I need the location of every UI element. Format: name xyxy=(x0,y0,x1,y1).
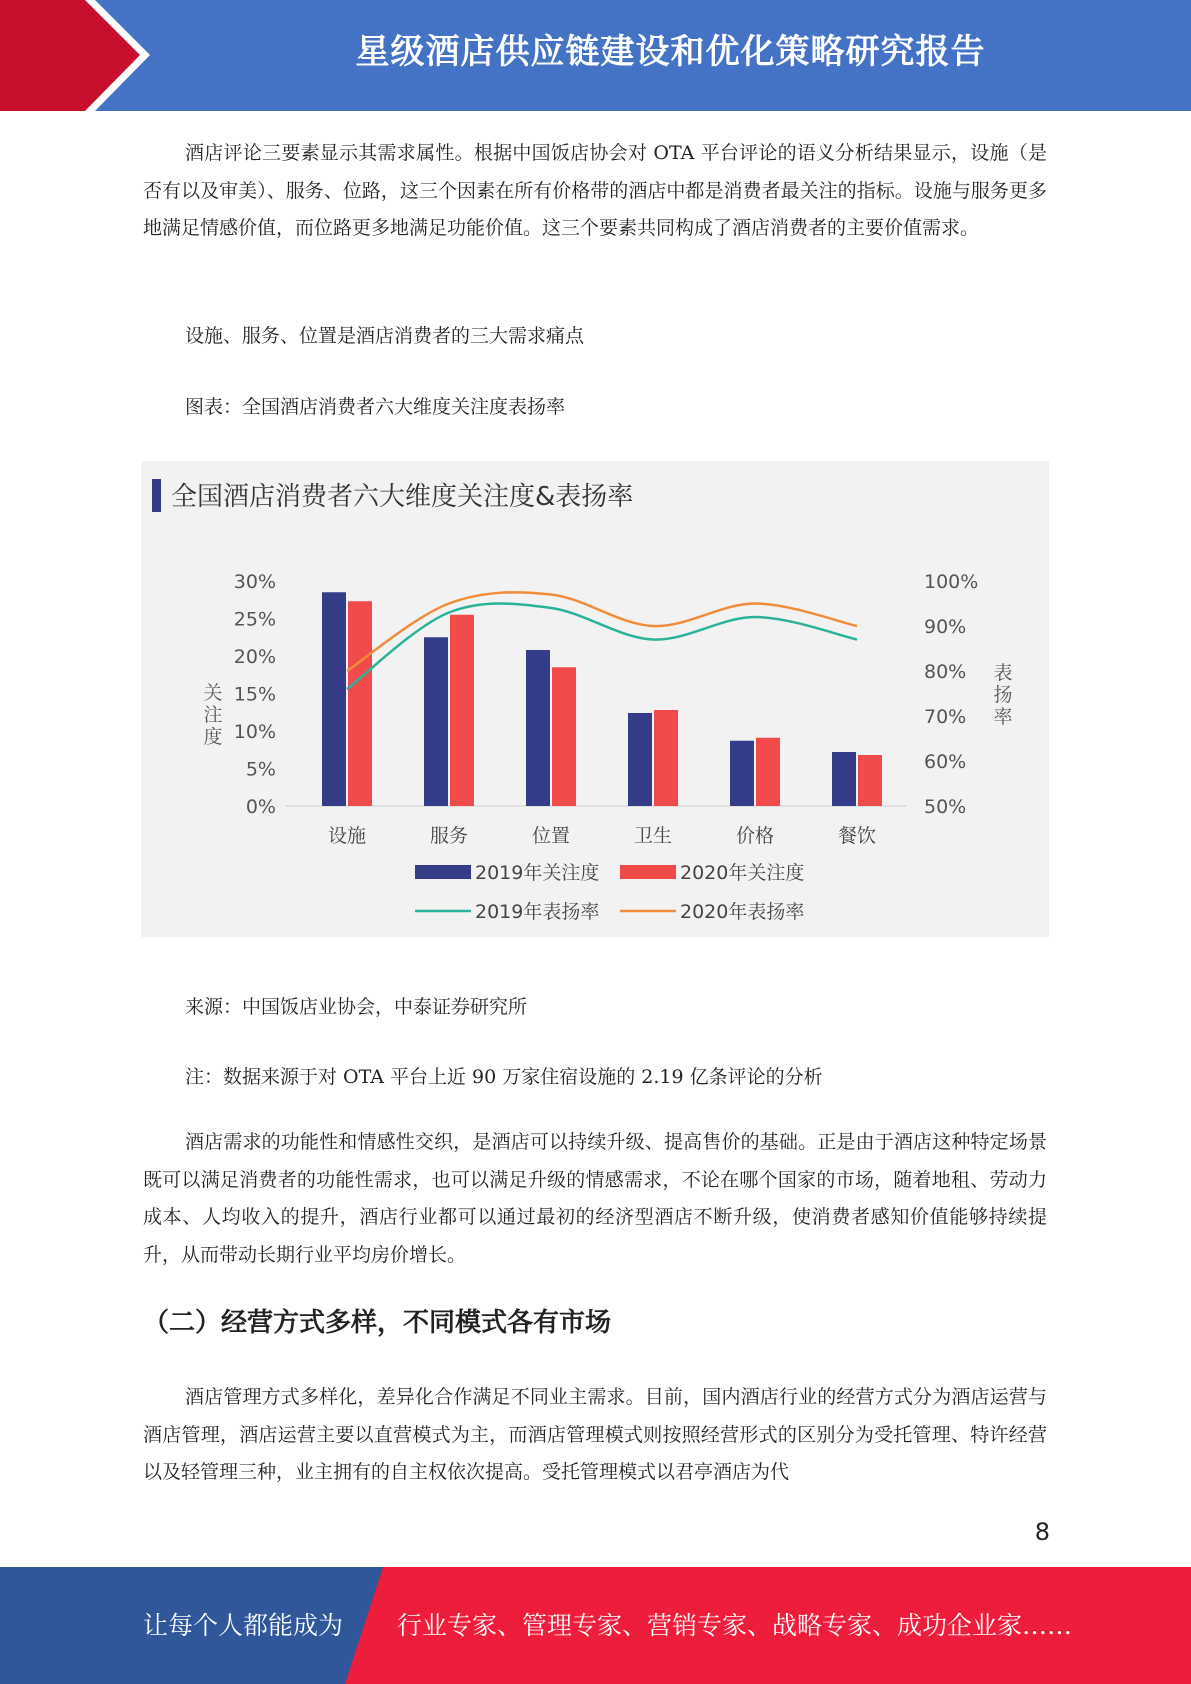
bar-2019-attention xyxy=(526,650,550,806)
y-right-tick-label: 90% xyxy=(924,616,967,638)
footer-slogan-left: 让每个人都能成为 xyxy=(143,1611,344,1640)
x-tick-label: 餐饮 xyxy=(837,825,877,847)
y-right-axis-title-char: 扬 xyxy=(993,684,1013,706)
legend-swatch-bar xyxy=(415,865,471,879)
bar-2019-attention xyxy=(832,752,856,806)
y-right-tick-label: 50% xyxy=(924,796,967,818)
bar-2020-attention xyxy=(450,615,474,806)
y-right-tick-label: 80% xyxy=(924,661,967,683)
bar-2020-attention xyxy=(552,667,576,806)
y-left-tick-label: 15% xyxy=(233,683,276,706)
x-tick-label: 位置 xyxy=(531,825,571,847)
footer-slogan-right: 行业专家、管理专家、营销专家、战略专家、成功企业家…… xyxy=(397,1611,1073,1640)
x-tick-label: 服务 xyxy=(429,825,469,847)
bar-2019-attention xyxy=(424,637,448,806)
x-tick-label: 设施 xyxy=(327,825,367,847)
bar-2019-attention xyxy=(322,592,346,806)
paragraph-3: 酒店管理方式多样化，差异化合作满足不同业主需求。目前，国内酒店行业的经营方式分为酒店运营与酒店管理，酒店运营主要以直营模式为主，而酒店管理模式则按照经营形式的区别分为受托管理、特许经营以及轻管理三种，业主拥有的自主权依次提高。受托管理模式以君亭酒店为代 xyxy=(143,1386,1047,1483)
y-right-axis-title-char: 表 xyxy=(993,662,1013,684)
bar-2019-attention xyxy=(730,741,754,806)
y-left-axis-title-char: 度 xyxy=(203,726,223,748)
y-left-axis-title-char: 关 xyxy=(203,682,223,704)
line-2020-praise-rate xyxy=(347,592,857,671)
section-heading: （二）经营方式多样，不同模式各有市场 xyxy=(143,1308,612,1338)
y-left-tick-label: 20% xyxy=(233,646,276,668)
chart-canvas xyxy=(141,461,1049,937)
y-right-axis-title-char: 率 xyxy=(993,706,1013,728)
legend-label: 2019年关注度 xyxy=(475,862,600,884)
y-right-tick-label: 60% xyxy=(924,751,967,773)
chart-source: 来源：中国饭店业协会，中泰证券研究所 xyxy=(185,996,528,1018)
bar-2020-attention xyxy=(654,710,678,806)
subtitle-pain-points: 设施、服务、位置是酒店消费者的三大需求痛点 xyxy=(185,325,585,347)
paragraph-1: 酒店评论三要素显示其需求属性。根据中国饭店协会对 OTA 平台评论的语义分析结果显示，设施（是否有以及审美）、服务、位路，这三个因素在所有价格带的酒店中都是消费者最关注的指标。设施与服务更多地满足情感价值，而位路更多地满足功能价值。这三个要素共同构成了酒店消费者的主要价值需求。 xyxy=(143,142,1047,239)
bar-2019-attention xyxy=(628,713,652,806)
bar-2020-attention xyxy=(858,755,882,806)
header-title: 星级酒店供应链建设和优化策略研究报告 xyxy=(355,32,986,72)
chart-note: 注：数据来源于对 OTA 平台上近 90 万家住宿设施的 2.19 亿条评论的分析 xyxy=(185,1066,823,1088)
x-tick-label: 卫生 xyxy=(633,825,673,847)
x-tick-label: 价格 xyxy=(735,825,775,847)
header-arrow-decoration xyxy=(0,0,160,111)
legend-label: 2019年表扬率 xyxy=(475,901,600,923)
y-right-tick-label: 70% xyxy=(924,706,967,728)
y-left-tick-label: 10% xyxy=(233,721,276,743)
y-left-tick-label: 25% xyxy=(233,608,276,631)
legend-label: 2020年关注度 xyxy=(680,862,805,884)
page-number: 8 xyxy=(1034,1518,1050,1546)
page-footer xyxy=(0,1567,1191,1684)
y-left-tick-label: 0% xyxy=(245,796,276,818)
paragraph-2: 酒店需求的功能性和情感性交织，是酒店可以持续升级、提高售价的基础。正是由于酒店这种特定场景既可以满足消费者的功能性需求，也可以满足升级的情感需求，不论在哪个国家的市场，随着地租、劳动力成本、人均收入的提升，酒店行业都可以通过最初的经济型酒店不断升级，使消费者感知价值能够持续提升，从而带动长期行业平均房价增长。 xyxy=(143,1131,1047,1266)
attention-praise-chart xyxy=(141,461,1049,937)
figure-caption: 图表：全国酒店消费者六大维度关注度表扬率 xyxy=(185,396,566,418)
y-right-tick-label: 100% xyxy=(924,571,979,593)
page-header xyxy=(0,0,1191,111)
chart-title: 全国酒店消费者六大维度关注度&表扬率 xyxy=(171,482,634,512)
bar-2020-attention xyxy=(756,738,780,806)
chart-title-marker xyxy=(152,479,161,512)
y-left-axis-title-char: 注 xyxy=(203,704,223,726)
legend-swatch-bar xyxy=(620,865,676,879)
bar-2020-attention xyxy=(348,601,372,806)
y-left-tick-label: 5% xyxy=(245,758,276,781)
legend-label: 2020年表扬率 xyxy=(680,901,805,923)
y-left-tick-label: 30% xyxy=(233,571,276,593)
